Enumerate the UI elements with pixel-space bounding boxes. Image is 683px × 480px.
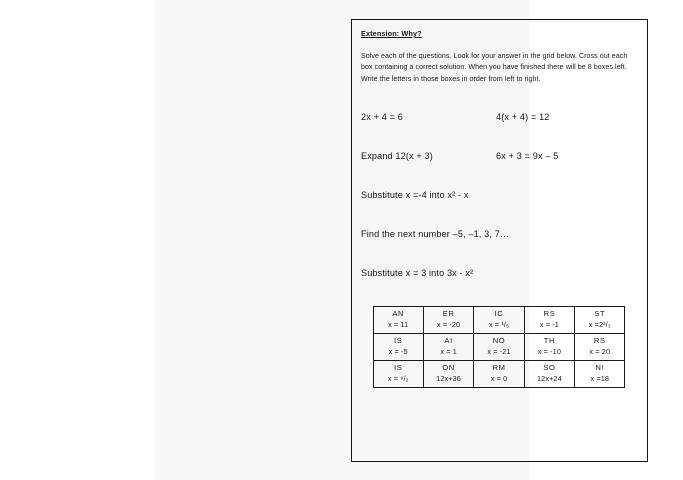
grid-cell-code: N! xyxy=(595,363,605,373)
question-text: Find the next number –5, –1, 3, 7… xyxy=(361,229,510,240)
grid-cell-code: RS xyxy=(543,309,556,319)
grid-cell[interactable] xyxy=(373,361,423,388)
question-row xyxy=(361,185,637,203)
question-row xyxy=(361,146,637,164)
grid-cell-value: 12x+36 xyxy=(436,374,461,384)
grid-cell[interactable] xyxy=(524,334,574,361)
grid-cell[interactable] xyxy=(575,307,625,334)
grid-cell-code: IS xyxy=(394,336,403,346)
page-title: Extension: Why? xyxy=(361,29,422,38)
grid-cell[interactable] xyxy=(423,361,473,388)
grid-cell-code: ST xyxy=(594,309,606,319)
grid-cell-code: TH xyxy=(543,336,556,346)
question-text: Substitute x = 3 into 3x - x² xyxy=(361,268,474,279)
grid-cell[interactable] xyxy=(373,307,423,334)
grid-cell-value: x = -20 xyxy=(436,320,461,330)
grid-cell[interactable] xyxy=(474,361,524,388)
question-cell-left xyxy=(361,185,496,203)
grid-cell-value: 12x+24 xyxy=(537,374,562,384)
table-row xyxy=(373,361,625,388)
grid-cell-value: x =2²/₃ xyxy=(588,320,611,330)
answer-grid xyxy=(373,306,626,388)
question-row xyxy=(361,263,637,281)
grid-cell-code: IS xyxy=(394,363,403,373)
grid-cell[interactable] xyxy=(373,334,423,361)
grid-cell[interactable] xyxy=(474,307,524,334)
table-row xyxy=(373,334,625,361)
question-cell-left xyxy=(361,224,510,242)
grid-cell[interactable] xyxy=(575,361,625,388)
grid-cell-value: x = 0 xyxy=(490,374,508,384)
grid-cell[interactable] xyxy=(524,307,574,334)
document-sheet xyxy=(155,0,628,480)
table-row xyxy=(373,307,625,334)
grid-cell-code: RS xyxy=(593,336,606,346)
question-cell-left xyxy=(361,146,496,164)
grid-cell[interactable] xyxy=(524,361,574,388)
question-text: Substitute x =-4 into x² - x xyxy=(361,190,469,201)
question-cell-left xyxy=(361,107,496,125)
grid-cell-value: x = 20 xyxy=(589,347,611,357)
grid-cell[interactable] xyxy=(474,334,524,361)
answer-grid-container xyxy=(361,306,637,388)
grid-cell-value: x = -21 xyxy=(487,347,511,357)
grid-cell-value: x = -5 xyxy=(388,347,408,357)
question-text: 2x + 4 = 6 xyxy=(361,112,403,123)
grid-cell-value: x = -1 xyxy=(539,320,559,330)
grid-cell-value: x = 11 xyxy=(388,320,409,330)
grid-cell-value: x = 1 xyxy=(440,347,457,357)
question-text: 6x + 3 = 9x – 5 xyxy=(496,151,559,162)
grid-cell[interactable] xyxy=(423,334,473,361)
question-text: 4(x + 4) = 12 xyxy=(496,112,550,123)
grid-cell-value: x =18 xyxy=(590,374,610,384)
grid-cell-code: RM xyxy=(492,363,506,373)
instructions-paragraph: Solve each of the questions. Look for your answer in the grid below. Cross out each box containing a correct solution. When you have finished there will be 8 boxes left. Write the letters in those boxes in order from left to right. xyxy=(361,52,628,83)
grid-cell-code: AN xyxy=(392,309,405,319)
worksheet-text-box xyxy=(351,19,648,462)
grid-cell-code: AI xyxy=(444,336,453,346)
grid-cell-value: x = -10 xyxy=(537,347,561,357)
grid-cell-value: x = ¹/₅ xyxy=(488,320,510,330)
grid-cell[interactable] xyxy=(423,307,473,334)
grid-cell-code: ON xyxy=(442,363,455,373)
grid-cell-code: ER xyxy=(442,309,455,319)
question-text: Expand 12(x + 3) xyxy=(361,151,433,162)
grid-cell-code: IC xyxy=(494,309,504,319)
question-row xyxy=(361,224,637,242)
grid-cell[interactable] xyxy=(575,334,625,361)
question-cell-right xyxy=(496,107,637,125)
grid-cell-value: x = ⁹/₂ xyxy=(387,374,409,384)
question-row xyxy=(361,107,637,125)
question-cell-left xyxy=(361,263,496,281)
grid-cell-code: SO xyxy=(543,363,556,373)
grid-cell-code: NO xyxy=(492,336,506,346)
question-cell-right xyxy=(496,146,637,164)
questions-list xyxy=(361,107,637,281)
